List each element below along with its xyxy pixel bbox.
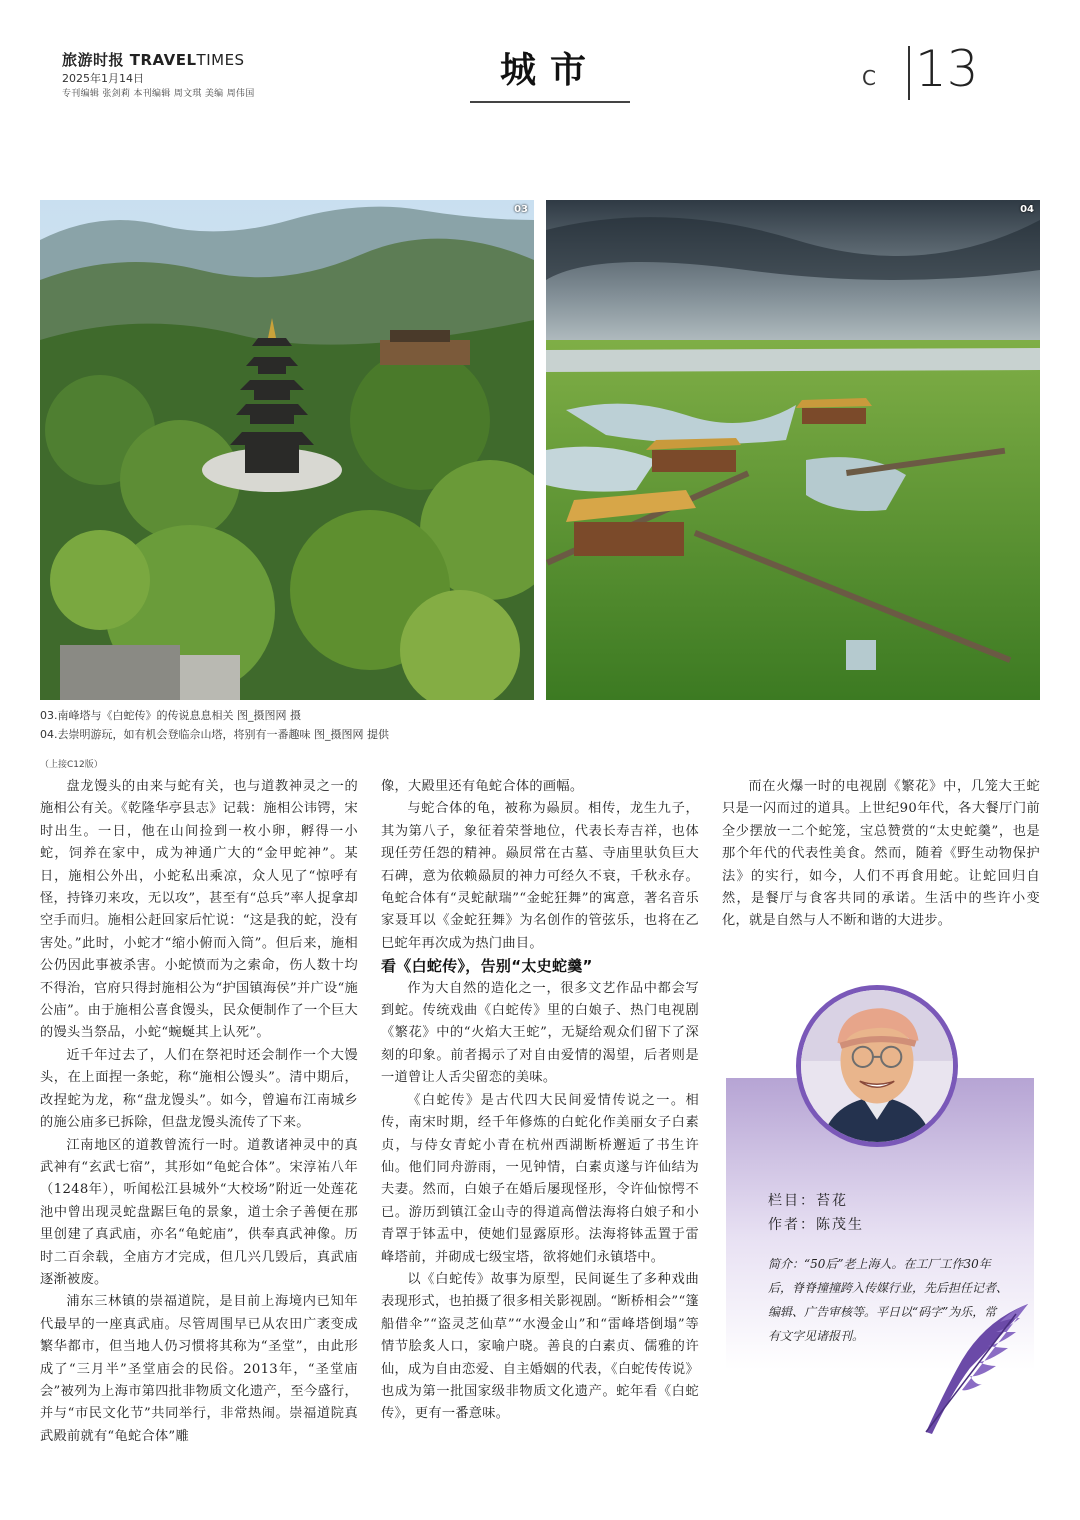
brand-cn: 旅游时报 [62, 51, 125, 69]
brand-en-sub: TIMES [196, 51, 245, 69]
section-title: 城市 [470, 42, 630, 103]
paragraph: 近千年过去了，人们在祭祀时还会制作一个大馒头，在上面捏一条蛇，称“施相公馒头”。清中期后，改捏蛇为龙，称“盘龙馒头”。如今，曾遍布江南城乡的施公庙多已拆除，但盘龙馒头流传了下来。 [40, 1047, 358, 1131]
page-code: C [862, 66, 882, 90]
author-avatar [796, 985, 958, 1147]
photo-pagoda [40, 200, 534, 700]
column-name: 苔花 [816, 1193, 848, 1209]
photo-caption-04: 04.去崇明游玩，如有机会登临佘山塔，将别有一番趣味 图_摄图网 提供 [40, 728, 389, 741]
paragraph: 盘龙馒头的由来与蛇有关，也与道教神灵之一的施相公有关。《乾隆华亭县志》记载：施相公讳锷，宋时出生。一日，他在山间捡到一枚小卵，孵得一小蛇，饲养在家中，成为神通广大的“金甲蛇神”。某日，施相公外出，小蛇私出乘凉，众人见了“惊呼有怪，持锋刃来攻，无以攻”，甚至有“总兵”率人捉拿却空手而归。施相公赶回家后忙说：“这是我的蛇，没有害处。”此时，小蛇才“缩小俯而入筒”。但后来，施相公仍因此事被杀害。小蛇愤而为之索命，伤人数十均不得治，官府只得封施相公为“护国镇海侯”并广设“施公庙”。由于施相公喜食馒头，民众便制作了一个巨大的馒头当祭品，小蛇“蜿蜒其上认死”。 [40, 779, 358, 1041]
paragraph: 《白蛇传》是古代四大民间爱情传说之一。相传，南宋时期，经千年修炼的白蛇化作美丽女子白素贞，与侍女青蛇小青在杭州西湖断桥邂逅了书生许仙。他们同舟游雨，一见钟情，白素贞遂与许仙结为夫妻。然而，白娘子在婚后屡现怪形，令许仙惊愕不已。游历到镇江金山寺的得道高僧法海将白娘子和小青罩于钵盂中，使她们显露原形。法海将钵盂置于雷峰塔前，并砌成七级宝塔，欲将她们永镇塔中。 [381, 1092, 699, 1265]
author-photo [801, 990, 953, 1142]
paragraph: 浦东三林镇的崇福道院，是目前上海境内已知年代最早的一座真武庙。尽管周围早已从农田广袤变成繁华都市，但当地人仍习惯将其称为“圣堂”，由此形成了“三月半”圣堂庙会的民俗。2013年，“圣堂庙会”被列为上海市第四批非物质文化遗产，至今盛行，并与“市民文化节”共同举行，非常热闹。崇福道院真武殿前就有“龟蛇合体”雕 [40, 1294, 358, 1444]
wetland-image [546, 200, 1040, 700]
paragraph: 江南地区的道教曾流行一时。道教诸神灵中的真武神有“玄武七宿”，其形如“龟蛇合体”。宋淳祐八年（1248年），听闻松江县城外“大校场”附近一处莲花池中曾出现灵蛇盘踞巨龟的景象，道士余子善便在那里创建了真武庙，亦名“龟蛇庙”，供奉真武神像。历时二百余载，全庙方才完成，但几兴几毁后，真武庙逐渐被废。 [40, 1137, 358, 1287]
brand-logo [62, 49, 245, 70]
article-column-middle [381, 776, 699, 1426]
continued-from-note: （上接C12版） [40, 760, 103, 770]
author-name: 陈茂生 [816, 1217, 864, 1233]
paragraph: 以《白蛇传》故事为原型，民间诞生了多种戏曲表现形式，也拍摄了很多相关影视剧。“断桥相会”“篷船借伞”“盗灵芝仙草”“水漫金山”和“雷峰塔倒塌”等情节脍炙人口，家喻户晓。善良的白素贞、儒雅的许仙，成为自由恋爱、自主婚姻的代表，《白蛇传传说》也成为第一批国家级非物质文化遗产。蛇年看《白蛇传》，更有一番意味。 [381, 1271, 699, 1422]
page-divider [908, 46, 910, 100]
issue-date: 2025年1月14日 [62, 72, 144, 85]
quill-icon [916, 1300, 1036, 1440]
paragraph: 而在火爆一时的电视剧《繁花》中，几笼大王蛇只是一闪而过的道具。上世纪90年代，各大餐厅门前全少摆放一二个蛇笼，宝总赞赏的“太史蛇羹”，也是那个年代的代表性美食。然而，随着《野生动物保护法》的实行，如今，人们不再食用蛇。让蛇回归自然，是餐厅与食客共同的承诺。生活中的些许小变化，就是自然与人不断和谐的大进步。 [722, 779, 1040, 929]
column-label: 栏目： [768, 1193, 816, 1209]
pagoda-image [40, 200, 534, 700]
brand-en: TRAVEL [129, 51, 197, 69]
page-number: 13 [915, 40, 979, 98]
author-bio: 简介：“50后”老上海人。在工厂工作30年后，脊脊撞撞跨入传媒行业，先后担任记者、编辑、广告审核等。平日以“码字”为乐，常有文字见诸报刊。 [768, 1257, 1009, 1343]
paragraph: 像，大殿里还有龟蛇合体的画幅。 [381, 779, 584, 794]
photo-caption-03: 03.南峰塔与《白蛇传》的传说息息相关 图_摄图网 摄 [40, 709, 301, 722]
article-column-right [722, 776, 1040, 933]
photo-wetland [546, 200, 1040, 700]
article-subhead: 看《白蛇传》，告别“太史蛇羹” [381, 957, 593, 976]
author-label: 作者： [768, 1217, 816, 1233]
paragraph: 作为大自然的造化之一，很多文艺作品中都会写到蛇。传统戏曲《白蛇传》里的白娘子、热门电视剧《繁花》中的“火焰大王蛇”，无疑给观众们留下了深刻的印象。前者揭示了对自由爱情的渴望，后者则是一道曾让人舌尖留恋的美味。 [381, 980, 699, 1086]
author-name-line [768, 1214, 864, 1234]
photo-badge: 03 [514, 204, 528, 215]
editor-credits: 专刊编辑 张剑莉 本刊编辑 周文琪 美编 周伟国 [62, 89, 255, 99]
article-column-left [40, 776, 358, 1448]
paragraph: 与蛇合体的龟，被称为赑屃。相传，龙生九子，其为第八子，象征着荣誉地位，代表长寿吉祥，也体现任劳任怨的精神。赑屃常在古墓、寺庙里驮负巨大石碑，意为依赖赑屃的神力可经久不衰，千秋永存。龟蛇合体有“灵蛇献瑞”“金蛇狂舞”的寓意，著名音乐家聂耳以《金蛇狂舞》为名创作的管弦乐，也将在乙巳蛇年再次成为热门曲目。 [381, 801, 699, 951]
column-name-line [768, 1190, 848, 1210]
photo-badge: 04 [1020, 204, 1034, 215]
